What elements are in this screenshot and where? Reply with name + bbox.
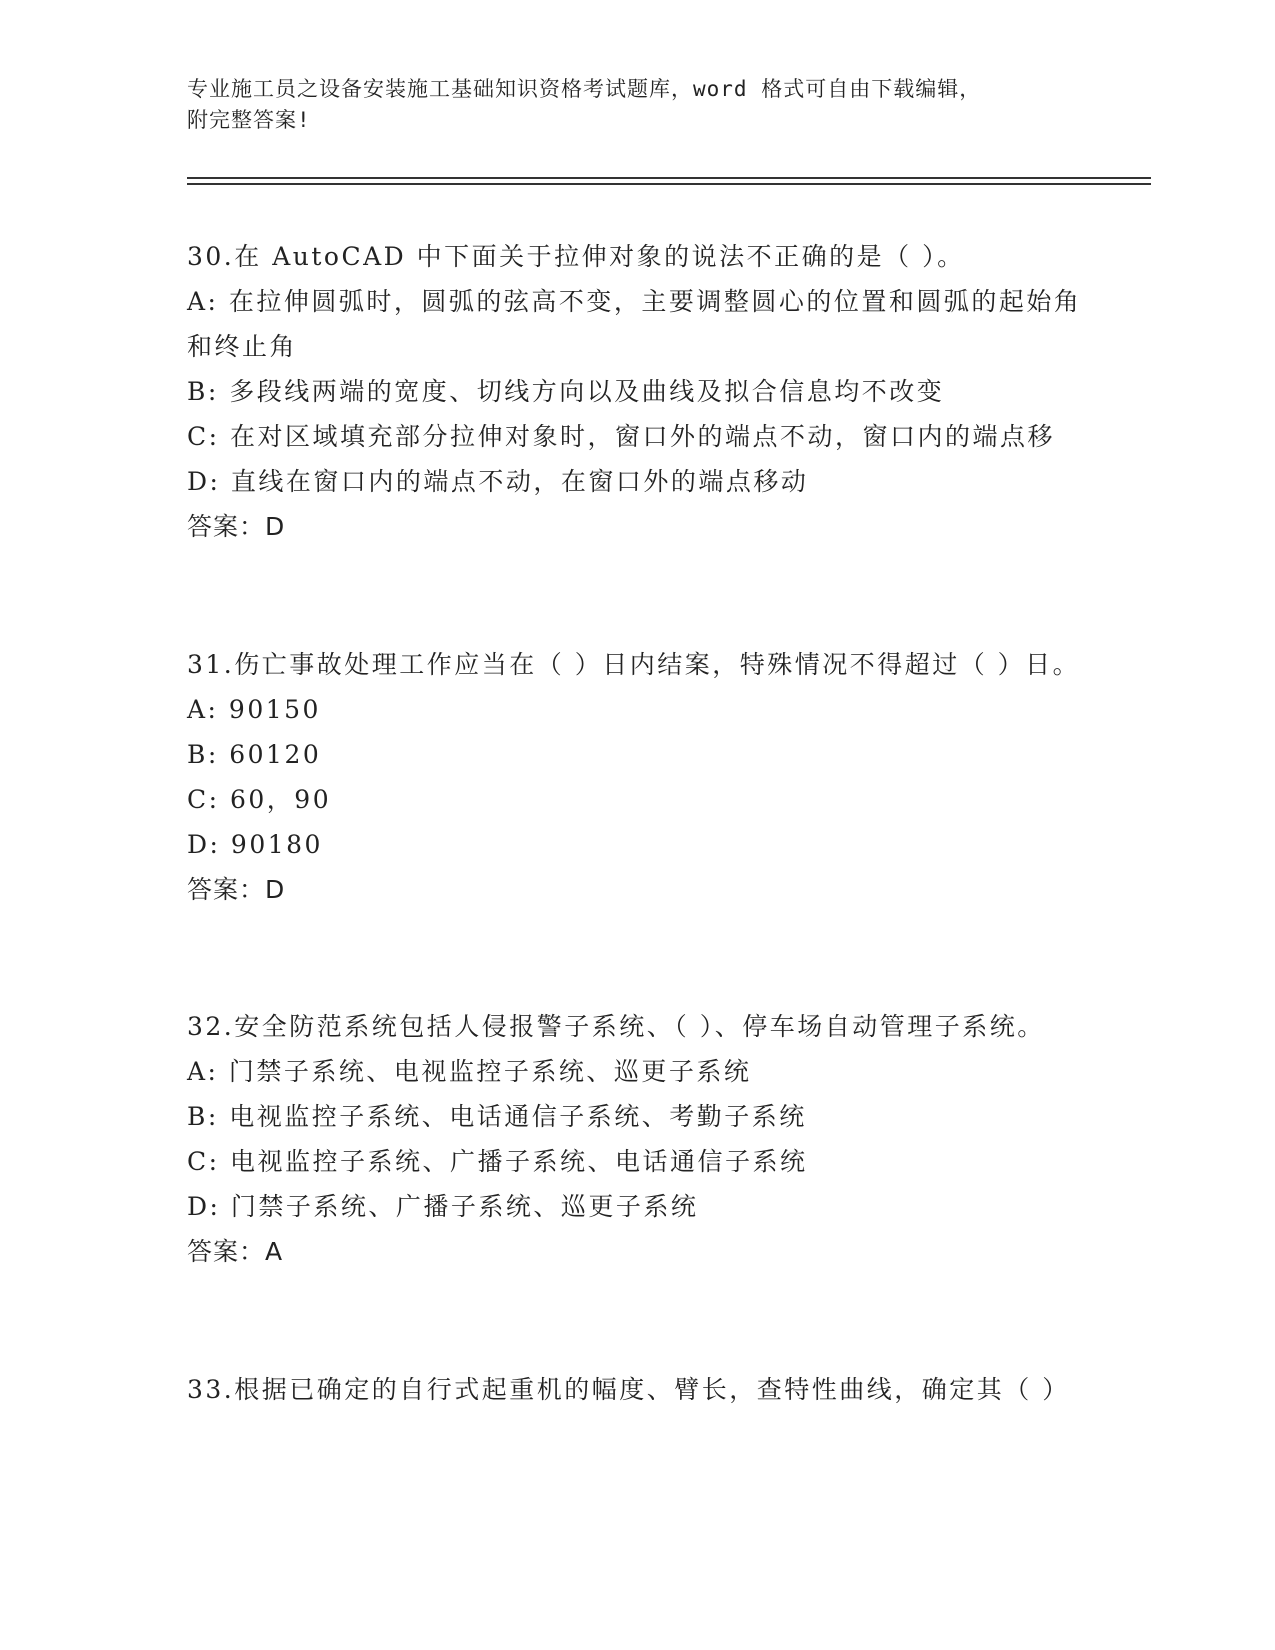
option-b: B: 60120 — [187, 740, 322, 769]
option-b: B: 电视监控子系统、电话通信子系统、考勤子系统 — [187, 1102, 807, 1131]
option-d: D: 门禁子系统、广播子系统、巡更子系统 — [187, 1192, 699, 1221]
option-d: D: 90180 — [187, 830, 323, 859]
header-line-2: 附完整答案! — [187, 108, 311, 132]
option-a: A: 90150 — [187, 695, 321, 724]
header-divider-top — [187, 177, 1151, 179]
question-31 — [187, 642, 1087, 912]
question-stem: 30.在 AutoCAD 中下面关于拉伸对象的说法不正确的是（ ）。 — [187, 242, 965, 271]
question-33 — [187, 1367, 1087, 1412]
answer: 答案：D — [187, 512, 286, 541]
answer: 答案：A — [187, 1237, 284, 1266]
option-c: C: 60，90 — [187, 785, 332, 814]
document-header — [187, 74, 1087, 136]
option-c: C: 电视监控子系统、广播子系统、电话通信子系统 — [187, 1147, 808, 1176]
question-stem: 31.伤亡事故处理工作应当在（ ）日内结案，特殊情况不得超过（ ）日。 — [187, 650, 1081, 679]
answer: 答案：D — [187, 875, 286, 904]
option-c: C: 在对区域填充部分拉伸对象时，窗口外的端点不动，窗口内的端点移 — [187, 422, 1056, 451]
header-line-1: 专业施工员之设备安装施工基础知识资格考试题库，word 格式可自由下载编辑， — [187, 77, 982, 101]
question-stem: 33.根据已确定的自行式起重机的幅度、臂长，查特性曲线，确定其（ ） — [187, 1375, 1070, 1404]
option-a: A: 在拉伸圆弧时，圆弧的弦高不变，主要调整圆心的位置和圆弧的起始角和终止角 — [187, 287, 1082, 361]
header-divider-bottom — [187, 183, 1151, 185]
question-stem: 32.安全防范系统包括人侵报警子系统、（ ）、停车场自动管理子系统。 — [187, 1012, 1045, 1041]
option-d: D: 直线在窗口内的端点不动，在窗口外的端点移动 — [187, 467, 809, 496]
option-a: A: 门禁子系统、电视监控子系统、巡更子系统 — [187, 1057, 752, 1086]
question-32 — [187, 1004, 1087, 1274]
question-30 — [187, 234, 1087, 549]
option-b: B: 多段线两端的宽度、切线方向以及曲线及拟合信息均不改变 — [187, 377, 945, 406]
